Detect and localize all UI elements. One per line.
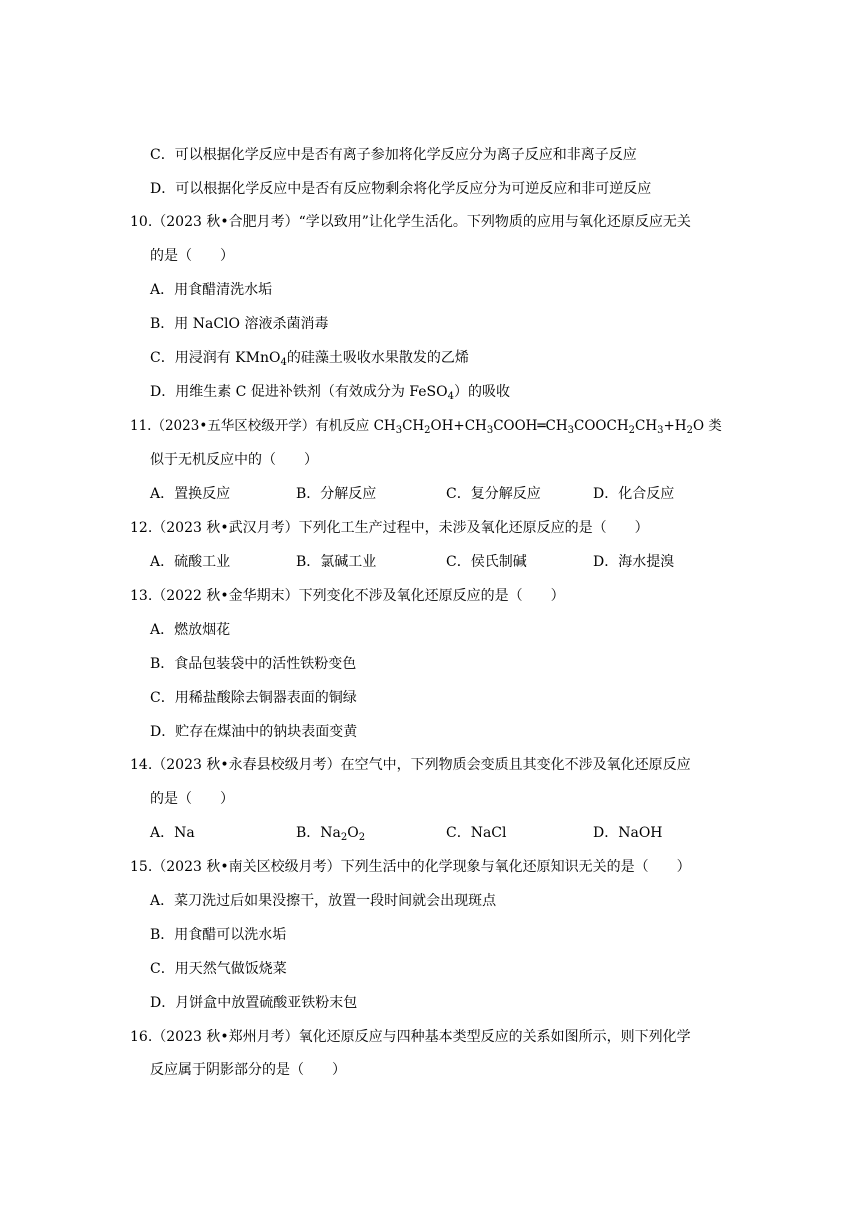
q13-option-a: A．燃放烟花 [150, 622, 231, 638]
q14-option-d: D．NaOH [593, 825, 663, 841]
q15-stem: 15.（2023 秋•南关区校级月考）下列生活中的化学现象与氧化还原知识无关的是（ ） [130, 859, 691, 875]
q10-stem: 10.（2023 秋•合肥月考）“学以致用”让化学生活化。下列物质的应用与氧化还原反应无关 [130, 214, 691, 230]
q14-stem: 14.（2023 秋•永春县校级月考）在空气中，下列物质会变质且其变化不涉及氧化还原反应 [130, 757, 691, 773]
q10-option-c: C．用浸润有 KMnO$_4$的硅藻土吸收水果散发的乙烯 [150, 350, 469, 368]
q9-option-d: D．可以根据化学反应中是否有反应物剩余将化学反应分为可逆反应和非可逆反应 [150, 181, 652, 197]
q12-option-c: C．侯氏制碱 [446, 554, 527, 570]
q12-option-a: A．硫酸工业 [150, 554, 231, 570]
q15-option-b: B．用食醋可以洗水垢 [150, 927, 287, 943]
q10-option-a: A．用食醋清洗水垢 [150, 282, 273, 298]
q11-option-d: D．化合反应 [593, 486, 675, 502]
q11-option-c: C．复分解反应 [446, 486, 541, 502]
q13-option-d: D．贮存在煤油中的钠块表面变黄 [150, 724, 358, 740]
q10-option-b: B．用 NaClO 溶液杀菌消毒 [150, 316, 329, 332]
q13-option-b: B．食品包装袋中的活性铁粉变色 [150, 656, 357, 672]
q11-stem-cont: 似于无机反应中的（ ） [150, 452, 318, 468]
q12-option-b: B．氯碱工业 [296, 554, 377, 570]
q10-option-d: D．用维生素 C 促进补铁剂（有效成分为 FeSO$_4$）的吸收 [150, 384, 510, 402]
q13-option-c: C．用稀盐酸除去铜器表面的铜绿 [150, 690, 357, 706]
q11-option-a: A．置换反应 [150, 486, 231, 502]
q14-stem-cont: 的是（ ） [150, 791, 234, 807]
q12-stem: 12.（2023 秋•武汉月考）下列化工生产过程中，未涉及氧化还原反应的是（ ） [130, 520, 649, 536]
q9-option-c: C．可以根据化学反应中是否有离子参加将化学反应分为离子反应和非离子反应 [150, 147, 637, 163]
q11-stem: 11.（2023•五华区校级开学）有机反应 $CH_3CH_2OH+CH_3COOH═CH_3COOCH_2CH_3+H_2O$ 类 [130, 418, 722, 436]
q10-stem-cont: 的是（ ） [150, 248, 234, 264]
q16-stem-cont: 反应属于阴影部分的是（ ） [150, 1062, 346, 1078]
q11-option-b: B．分解反应 [296, 486, 377, 502]
q14-option-a: A．Na [150, 825, 195, 841]
q15-option-a: A．菜刀洗过后如果没擦干，放置一段时间就会出现斑点 [150, 893, 497, 909]
q13-stem: 13.（2022 秋•金华期末）下列变化不涉及氧化还原反应的是（ ） [130, 588, 565, 604]
q12-option-d: D．海水提溴 [593, 554, 675, 570]
q16-stem: 16.（2023 秋•郑州月考）氧化还原反应与四种基本类型反应的关系如图所示，则下列化学 [130, 1029, 691, 1045]
q15-option-c: C．用天然气做饭烧菜 [150, 961, 287, 977]
q15-option-d: D．月饼盒中放置硫酸亚铁粉末包 [150, 995, 358, 1011]
q14-option-c: C．NaCl [446, 825, 507, 841]
q14-option-b: B．$Na_2O_2$ [296, 825, 366, 843]
